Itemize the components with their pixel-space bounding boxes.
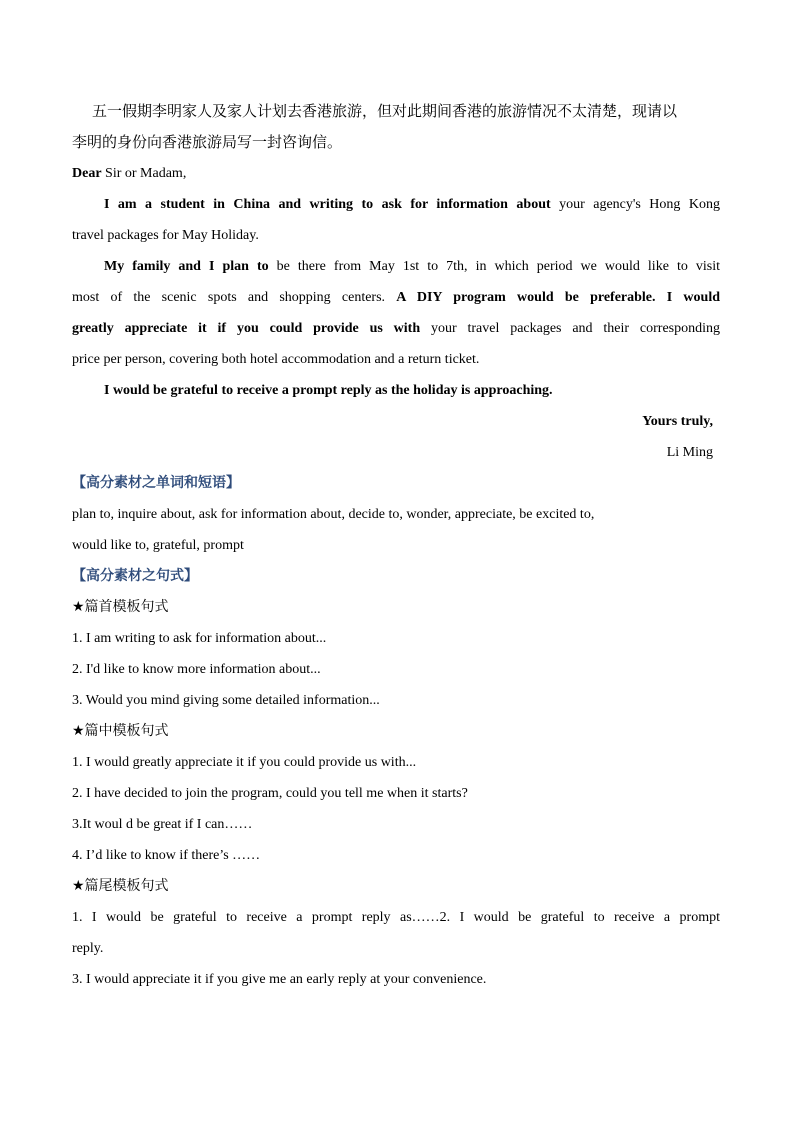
p1-rest-a: your agency's Hong Kong bbox=[550, 197, 720, 212]
list-item: reply. bbox=[72, 941, 104, 956]
list-item: 1. I would greatly appreciate it if you could provide us with... bbox=[72, 755, 417, 770]
list-item: 3.It woul d be great if I can…… bbox=[72, 817, 253, 832]
letter-closing bbox=[72, 406, 720, 437]
list-item: 2. I have decided to join the program, could you tell me when it starts? bbox=[72, 786, 468, 801]
p1-bold: I am a student in China and writing to ask for information about bbox=[104, 197, 551, 212]
group-title-opening: ★篇首模板句式 bbox=[72, 599, 169, 615]
group-title-ending: ★篇尾模板句式 bbox=[72, 878, 169, 894]
list-item: 4. I’d like to know if there’s …… bbox=[72, 848, 261, 863]
list-item: 1. I am writing to ask for information about... bbox=[72, 631, 327, 646]
group-title-body: ★篇中模板句式 bbox=[72, 723, 169, 739]
p2-rest-b: most of the scenic spots and shopping centers. bbox=[72, 290, 397, 305]
letter-p2-line-1 bbox=[72, 251, 720, 282]
list-item: 2. I'd like to know more information about... bbox=[72, 662, 321, 677]
letter-p2-line-4: price per person, covering both hotel accommodation and a return ticket. bbox=[72, 352, 480, 367]
p3-bold: I would be grateful to receive a prompt reply as the holiday is approaching. bbox=[104, 383, 553, 398]
letter-p1-line-2: travel packages for May Holiday. bbox=[72, 228, 259, 243]
p2-bold-c: greatly appreciate it if you could provide us with bbox=[72, 321, 421, 336]
p2-rest-c: your travel packages and their corresponding bbox=[420, 321, 721, 336]
prompt-line-1: 五一假期李明家人及家人计划去香港旅游，但对此期间香港的旅游情况不太清楚，现请以 bbox=[92, 102, 678, 120]
list-item: 3. I would appreciate it if you give me an early reply at your convenience. bbox=[72, 972, 487, 987]
closing-text: Yours truly, bbox=[642, 414, 713, 429]
list-item: 3. Would you mind giving some detailed information... bbox=[72, 693, 380, 708]
vocab-line-1: plan to, inquire about, ask for information about, decide to, wonder, appreciate, be excited to, bbox=[72, 507, 595, 522]
greeting-rest: Sir or Madam, bbox=[101, 166, 187, 181]
letter-signature: Li Ming bbox=[666, 445, 713, 460]
sentences-heading: 【高分素材之句式】 bbox=[72, 568, 198, 584]
p2-bold-b: A DIY program would be preferable. I would bbox=[396, 290, 720, 305]
vocab-heading: 【高分素材之单词和短语】 bbox=[72, 475, 240, 491]
prompt-line-2: 李明的身份向香港旅游局写一封咨询信。 bbox=[72, 133, 343, 151]
p2-rest-a: be there from May 1st to 7th, in which period we would like to visit bbox=[268, 259, 720, 274]
letter-p2-line-3 bbox=[72, 313, 720, 344]
letter-greeting bbox=[72, 158, 720, 189]
list-item: 1. I would be grateful to receive a prompt reply as……2. I would be grateful to receive a prompt bbox=[72, 910, 720, 925]
letter-p3 bbox=[72, 375, 720, 406]
letter-p1-line-1 bbox=[72, 189, 720, 220]
letter-p2-line-2 bbox=[72, 282, 720, 313]
greeting-bold: Dear bbox=[72, 166, 102, 181]
p2-bold-a: My family and I plan to bbox=[104, 259, 269, 274]
vocab-line-2: would like to, grateful, prompt bbox=[72, 538, 244, 553]
document-page bbox=[72, 96, 720, 995]
